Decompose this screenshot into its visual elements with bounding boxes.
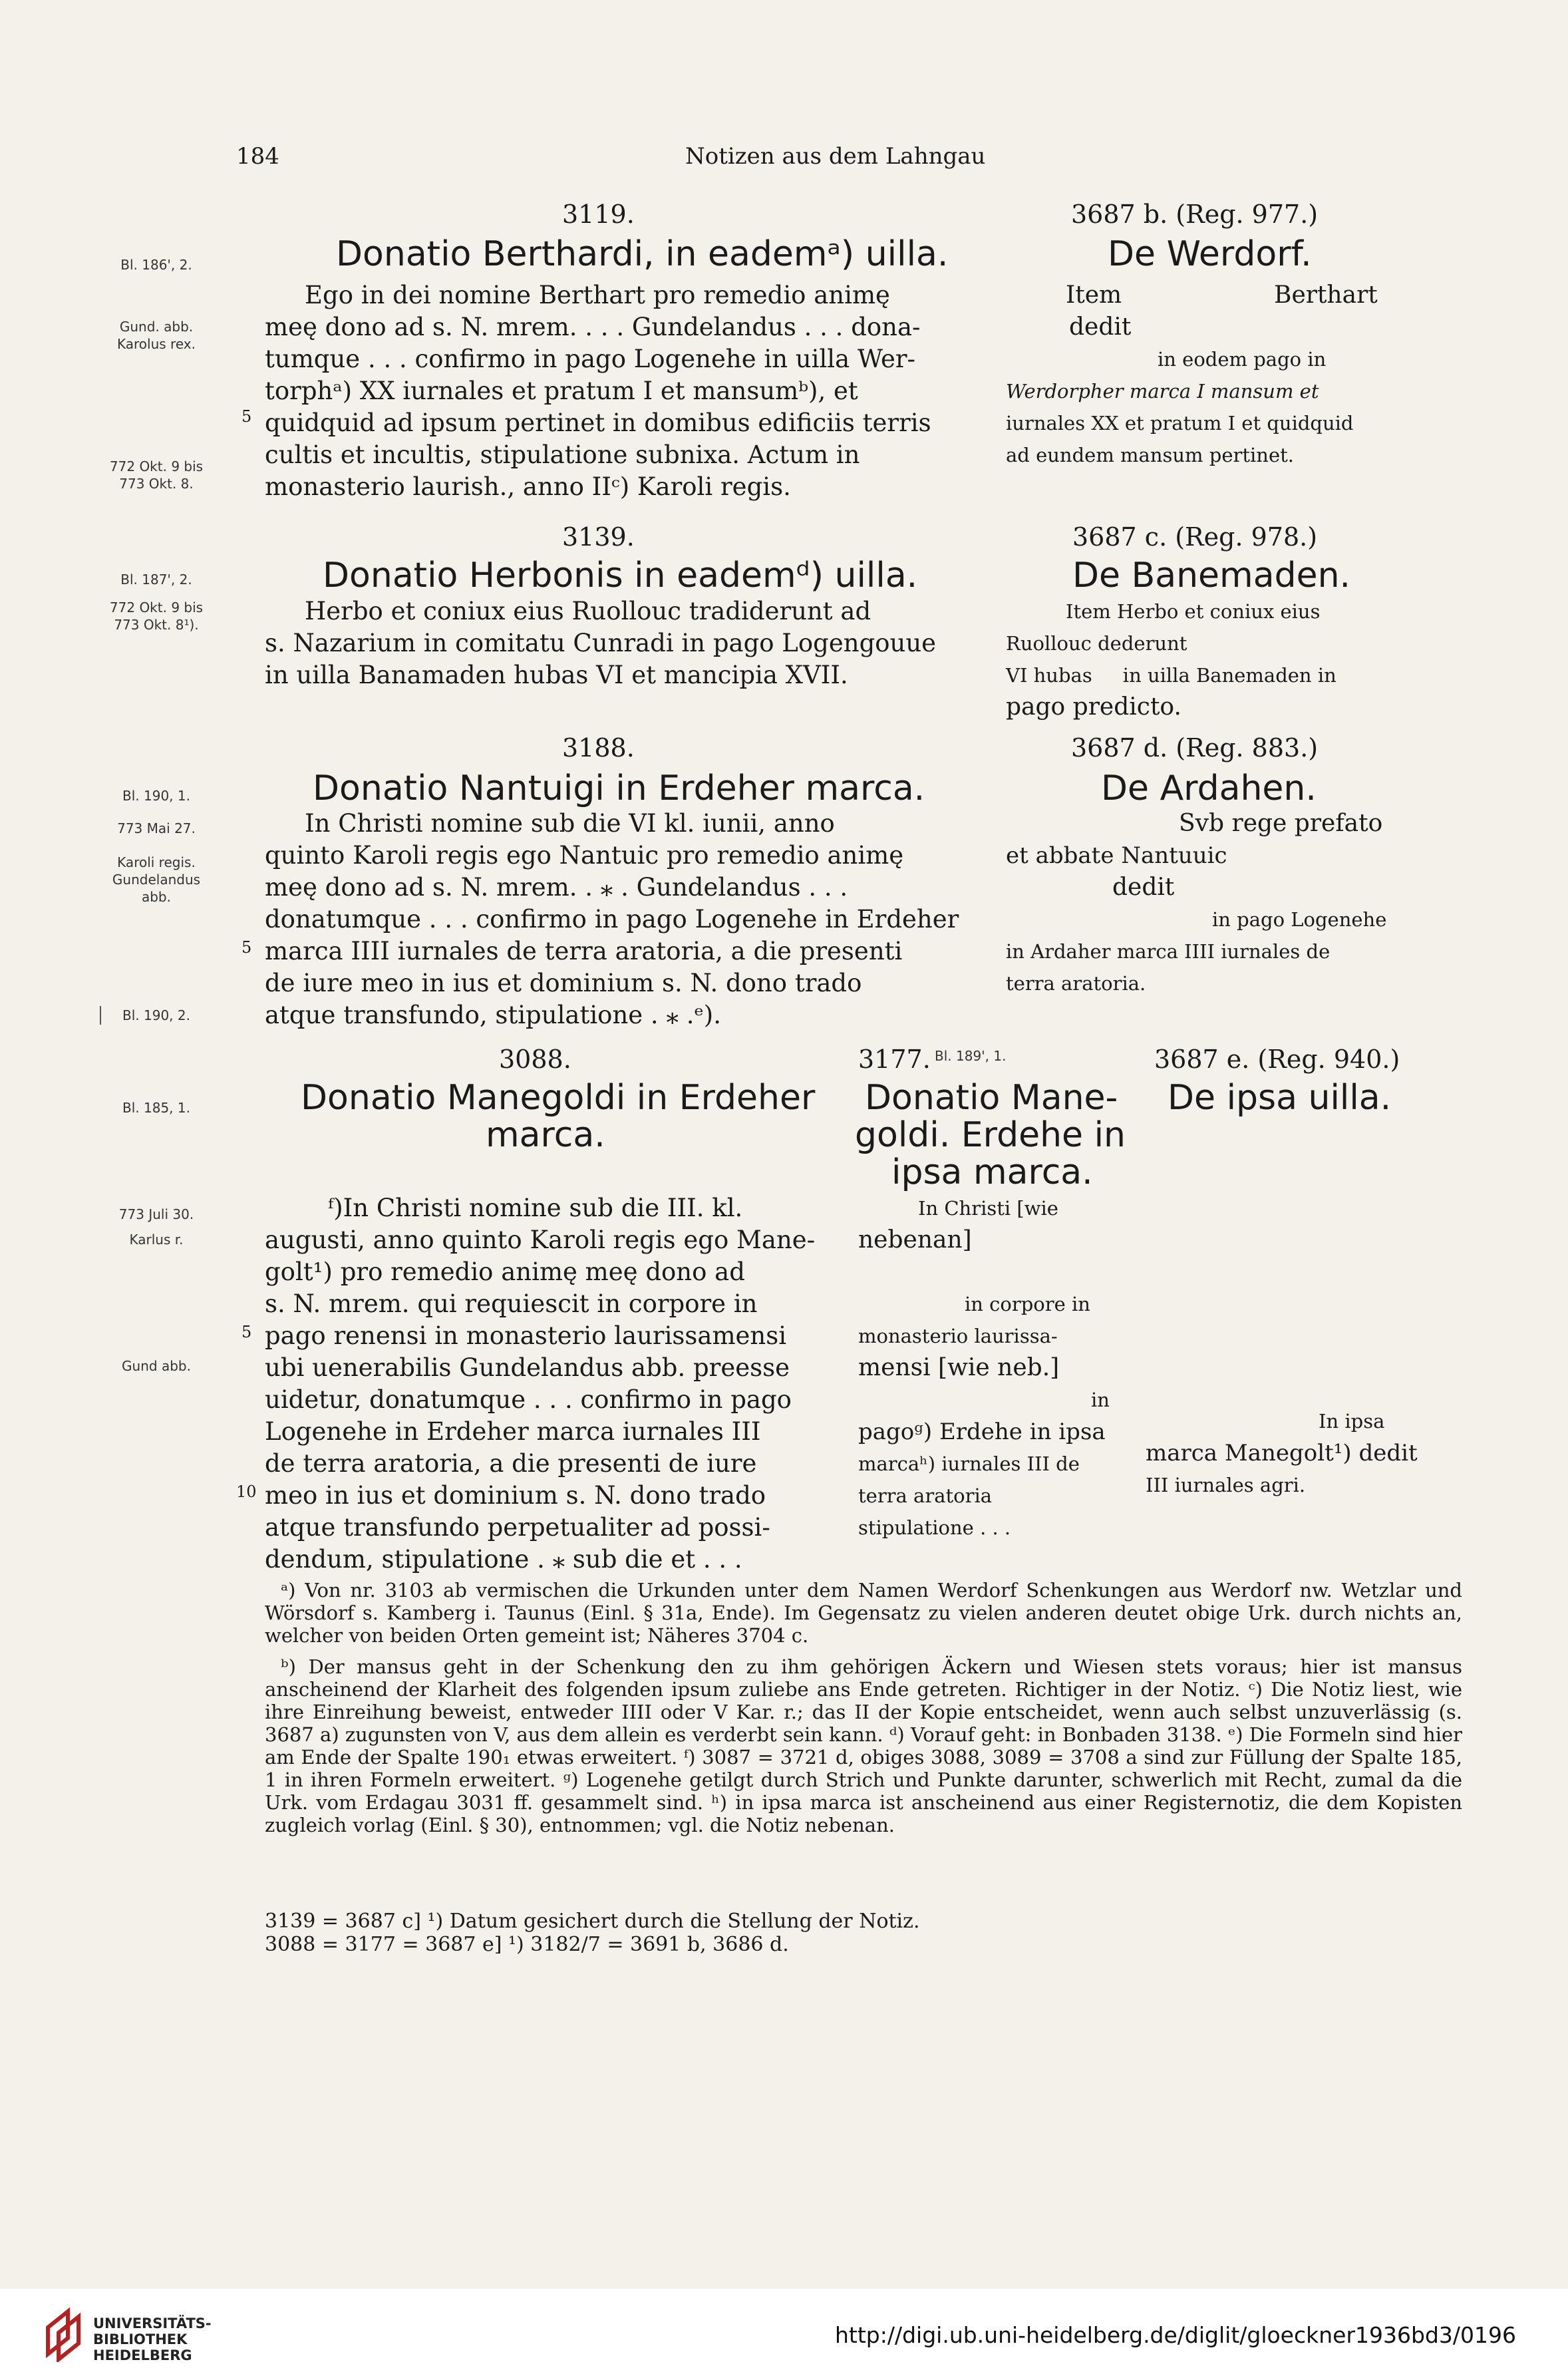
entry-title: marca. <box>486 1115 605 1155</box>
margin-note: Gund abb. <box>122 1358 191 1374</box>
register-title: De Banemaden. <box>1072 556 1351 595</box>
margin-note: Bl. 189', 1. <box>935 1048 1007 1064</box>
register-title: De Ardahen. <box>1101 768 1317 808</box>
entry-title: Donatio Manegoldi in Erdeher <box>301 1078 816 1118</box>
register-number: 3687 c. (Reg. 978.) <box>1072 522 1318 552</box>
entry-text: In Christi nomine sub die VI kl. iunii, anno quinto Karoli regis ego Nantuic pro remedio animę meę dono ad s. N. mrem. . ⁎ . Gundelandus . . . donatumque . . . confirmo in pago Logenehe in Erdeher marca IIII iurnales de terra aratoria, a die presenti de iure meo in ius et dominium s. N. dono trado atque transfundo, stipulatione . ⁎ .ᵉ). <box>265 809 959 1029</box>
margin-bracket <box>100 1006 101 1025</box>
entry-title: ipsa marca. <box>891 1152 1093 1192</box>
register-title: De Werdorf. <box>1108 234 1312 274</box>
concordance-line: 3139 = 3687 c] ¹) Datum gesichert durch die Stellung der Notiz. <box>265 1910 920 1933</box>
entry-title: Donatio Mane- <box>865 1078 1118 1118</box>
footer-bar <box>0 2289 1568 2380</box>
line-number: 5 <box>241 407 252 426</box>
entry-title: Donatio Nantuigi in Erdeher marca. <box>313 768 925 808</box>
library-name: UNIVERSITÄTS- BIBLIOTHEK HEIDELBERG <box>93 2315 212 2363</box>
entry-text: Herbo et coniux eius Ruollouc tradiderunt ad s. Nazarium in comitatu Cunradi in pago Logengouue in uilla Banamaden hubas VI et mancipia XVII. <box>265 597 937 689</box>
source-url-link[interactable]: http://digi.ub.uni-heidelberg.de/diglit/gloeckner1936bd3/0196 <box>835 2322 1516 2348</box>
footnote: ᵃ) Von nr. 3103 ab vermischen die Urkunden unter dem Namen Werdorf Schenkungen aus Werdorf nw. Wetzlar und Wörsdorf s. Kamberg i. Taunus (Einl. § 31a, Ende). Im Gegensatz zu vielen anderen deutet obige Urk. durch nichts an, welcher von beiden Orten gemeint ist; Näheres 3704 c. <box>265 1579 1462 1647</box>
margin-note: Bl. 190, 2. <box>122 1007 190 1023</box>
entry-text: In Christi [wie nebenan] in corpore in monasterio laurissa- mensi [wie neb.] in pagoᵍ) Erdehe in ipsa marcaʰ) iurnales III de terra aratoria stipulatione . . . <box>858 1197 1110 1539</box>
entry-title: Donatio Herbonis in eademᵈ) uilla. <box>323 556 918 595</box>
register-text: Svb rege prefato et abbate Nantuuic dedit in pago Logenehe in Ardaher marca IIII iurnales de terra aratoria. <box>1006 810 1387 995</box>
register-text: Item Berthart dedit in eodem pago in Werdorpher marca I mansum et iurnales XX et pratum I et quidquid ad eundem mansum pertinet. <box>1006 281 1378 466</box>
entry-number: 3088. <box>499 1045 571 1074</box>
register-number: 3687 d. (Reg. 883.) <box>1071 733 1319 763</box>
concordance-line: 3088 = 3177 = 3687 e] ¹) 3182/7 = 3691 b, 3686 d. <box>265 1933 789 1956</box>
entry-text: ᶠ)In Christi nomine sub die III. kl. augusti, anno quinto Karoli regis ego Mane- golt¹) pro remedio animę meę dono ad s. N. mrem. qui requiescit in corpore in pago renensi in monasterio laurissamensi ubi uenerabilis Gundelandus abb. preesse uidetur, donatumque . . . confirmo in pago Logenehe in Erdeher marca iurnales III de terra aratoria, a die presenti de iure meo in ius et dominium s. N. dono trado atque transfundo perpetualiter ad possi- dendum, stipulatione . ⁎ sub die et . . . <box>265 1194 816 1574</box>
margin-note: Bl. 187', 2. <box>120 572 192 588</box>
running-title: Notizen aus dem Lahngau <box>685 143 986 170</box>
page-number: 184 <box>236 143 279 170</box>
footnote: ᵇ) Der mansus geht in der Schenkung den zu ihm gehörigen Äckern und Wiesen stets voraus; hier ist mansus anscheinend der Klarheit des folgenden ipsum zuliebe ans Ende getreten. Richtiger in der Notiz. ᶜ) Die Notiz liest, wie ihre Einreihung beweist, entweder IIII oder V Kar. r.; das II der Kopie entscheidet, wenn auch selbst unzuverlässig (s. 3687 a) zugunsten von V, aus dem allein es verderbt sein kann. ᵈ) Vorauf geht: in Bonbaden 3138. ᵉ) Die Formeln sind hier am Ende der Spalte 190₁ etwas erweitert. ᶠ) 3087 = 3721 d, obiges 3088, 3089 = 3708 a sind zur Füllung der Spalte 185, 1 in ihren Formeln erweitert. ᵍ) Logenehe getilgt durch Strich und Punkte darunter, schwerlich mit Recht, zumal da die Urk. vom Erdagau 3031 ff. gesammelt sind. ʰ) in ipsa marca ist anscheinend aus einer Registernotiz, die dem Kopisten zugleich vorlag (Einl. § 30), entnommen; vgl. die Notiz nebenan. <box>265 1655 1462 1836</box>
register-title: De ipsa uilla. <box>1168 1078 1392 1118</box>
entry-title: goldi. Erdehe in <box>855 1115 1126 1155</box>
entry-number: 3119. <box>562 200 635 229</box>
margin-note: Gund. abb. Karolus rex. <box>117 319 196 352</box>
margin-note: 772 Okt. 9 bis 773 Okt. 8. <box>109 458 204 492</box>
margin-note: 772 Okt. 9 bis 773 Okt. 8¹). <box>109 599 204 633</box>
margin-note: Bl. 185, 1. <box>122 1100 190 1116</box>
entry-number: 3177. <box>858 1045 931 1074</box>
register-number: 3687 b. (Reg. 977.) <box>1071 200 1319 229</box>
margin-note: 773 Mai 27. <box>117 820 196 836</box>
line-number: 10 <box>236 1482 257 1501</box>
register-text: Item Herbo et coniux eius Ruollouc dederunt VI hubas in uilla Banemaden in pago predicto. <box>1006 600 1336 721</box>
entry-title: Donatio Berthardi, in eademᵃ) uilla. <box>336 234 949 274</box>
entry-number: 3139. <box>562 522 635 552</box>
margin-note: Karlus r. <box>129 1232 184 1248</box>
entry-number: 3188. <box>562 733 635 763</box>
margin-note: Bl. 190, 1. <box>122 788 190 804</box>
margin-note: Bl. 186', 2. <box>120 257 192 273</box>
entry-text: Ego in dei nomine Berthart pro remedio animę meę dono ad s. N. mrem. . . . Gundelandus . . . dona- tumque . . . confirmo in pago Logenehe in uilla Wer- torphᵃ) XX iurnales et pratum I et mansumᵇ), et quidquid ad ipsum pertinet in domibus edificiis terris cultis et incultis, stipulatione subnixa. Actum in monasterio laurish., anno IIᶜ) Karoli regis. <box>265 281 931 501</box>
line-number: 5 <box>241 938 252 957</box>
library-logo-icon <box>41 2307 88 2362</box>
margin-note: 773 Juli 30. <box>118 1206 194 1222</box>
line-number: 5 <box>241 1323 252 1341</box>
margin-note: Karoli regis. Gundelandus abb. <box>112 854 201 905</box>
register-number: 3687 e. (Reg. 940.) <box>1154 1045 1400 1074</box>
register-text: In ipsa marca Manegolt¹) dedit III iurnales agri. <box>1146 1410 1418 1496</box>
